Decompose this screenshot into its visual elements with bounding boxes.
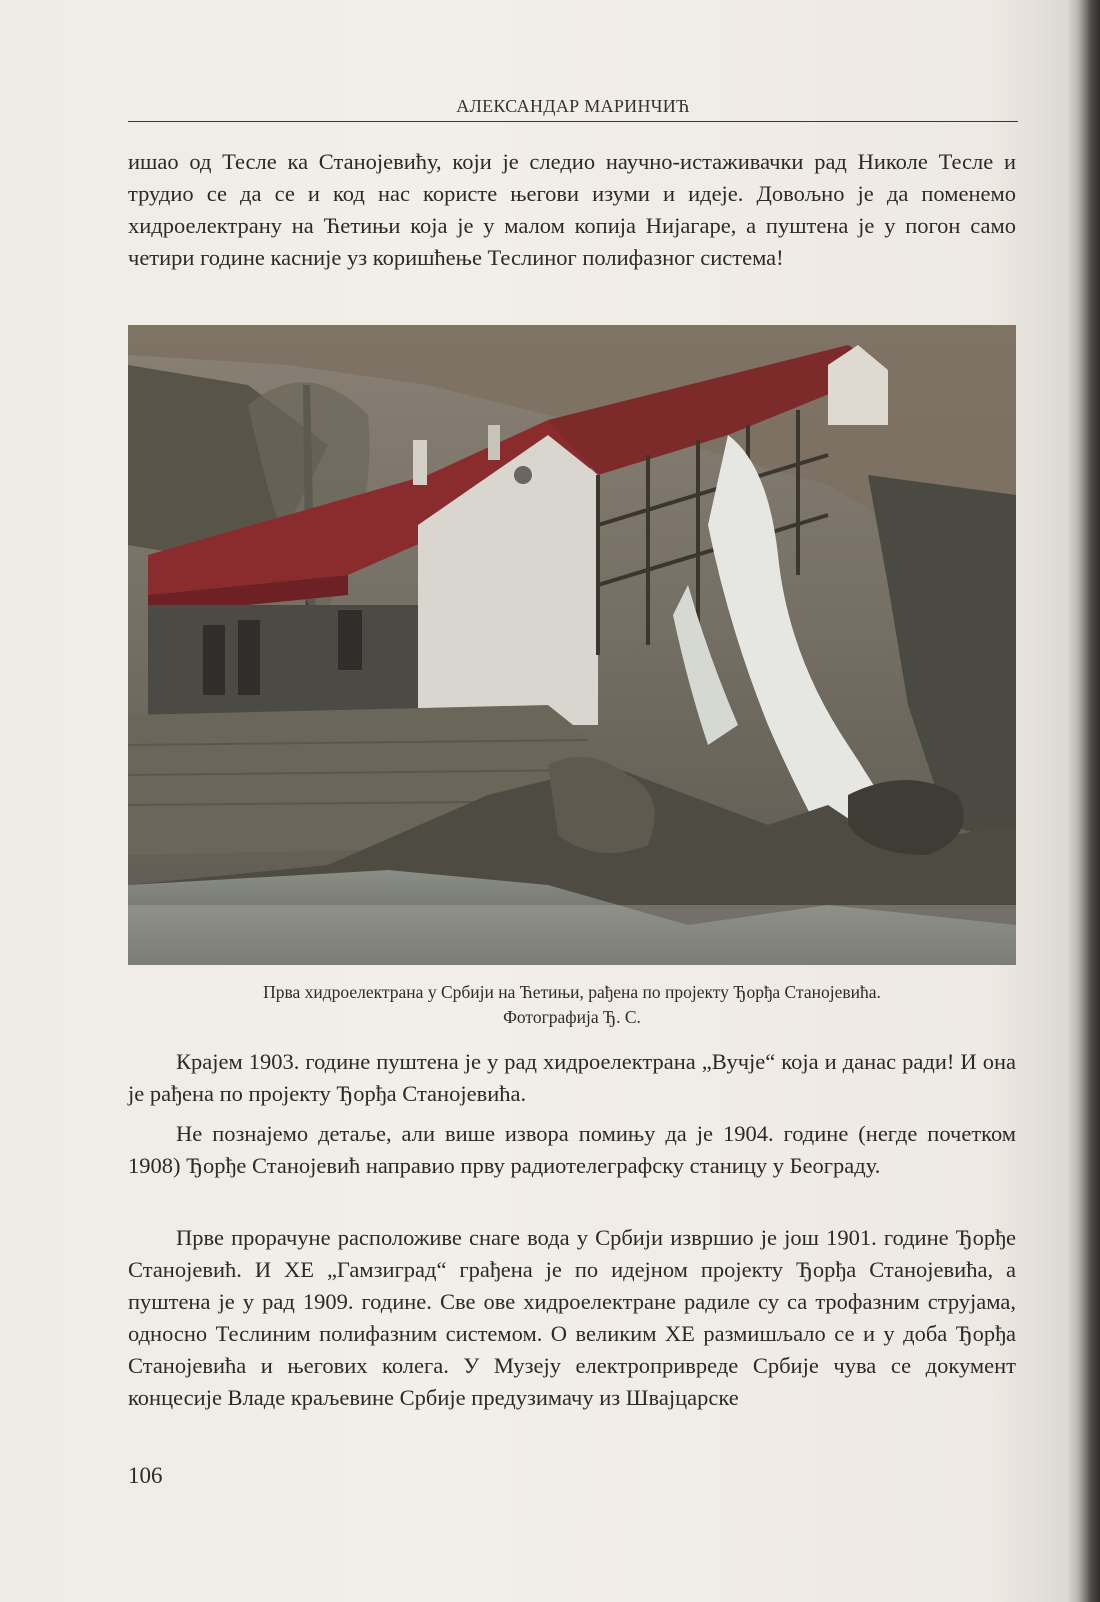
figure-caption [128, 980, 1016, 1030]
page-number: 106 [128, 1463, 163, 1488]
body-paragraph-1: ишао од Тесле ка Станојевићу, који је следио научно-истаживачки рад Николе Тесле и трудио се да се и код нас користе његови изуми и идеје. Довољно је да поменемо хидроелектрану на Ћетињи која је у малом копија Нијагаре, а пуштена је у погон само четири године касније уз коришћење Теслиног полифазног система! [128, 149, 1016, 270]
body-paragraph-4: Прве прорачуне расположиве снаге вода у Србији извршио је још 1901. године Ђорђе Станојевић. И ХЕ „Гамзиград“ грађена је по идејном пројекту Ђорђа Станојевића, а пуштена је у рад 1909. године. Све ове хидроелектране радиле су са трофазним струјама, односно Теслиним полифазним системом. О великим ХЕ размишљало се и у доба Ђорђа Станојевића и његових колега. У Музеју електропривреде Србије чува се документ концесије Владе краљевине Србије предузимачу из Швајцарске [128, 1225, 1016, 1410]
running-header: АЛЕКСАНДАР МАРИНЧИЋ [456, 96, 690, 116]
header-rule [128, 121, 1018, 122]
caption-line-1: Прва хидроелектрана у Србији на Ћетињи, рађена по пројекту Ђорђа Станојевића. [263, 982, 881, 1002]
hydroelectric-plant-photo [128, 325, 1016, 965]
body-paragraph-2: Крајем 1903. године пуштена је у рад хидроелектрана „Вучје“ која и данас ради! И она је рађена по пројекту Ђорђа Станојевића. [128, 1049, 1016, 1106]
body-paragraph-3: Не познајемо детаље, али више извора помињу да је 1904. године (негде почетком 1908) Ђорђе Станојевић направио прву радиотелеграфску станицу у Београду. [128, 1121, 1016, 1178]
caption-line-2: Фотографија Ђ. С. [503, 1007, 641, 1027]
book-spine-shadow [1078, 0, 1100, 1602]
